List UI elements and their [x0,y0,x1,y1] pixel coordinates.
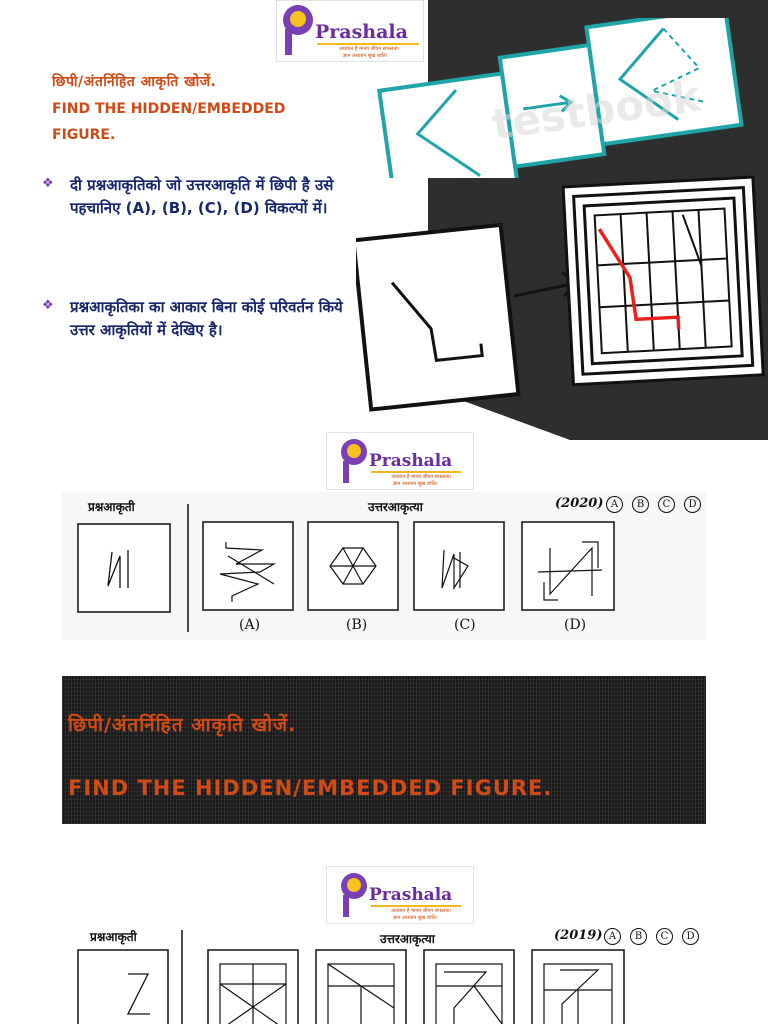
bullet-diamond-icon: ❖ [42,298,54,313]
option-b-label: (B) [346,617,368,633]
brand-logo [326,866,474,924]
choice-b-circle[interactable]: B [632,496,649,513]
question-1-answer-label: उत्तरआकृत्या [368,500,423,514]
brand-logo [326,432,474,490]
logo-bulb-icon [347,878,361,892]
grid-example-illustration [356,168,768,418]
choice-b-circle[interactable]: B [630,928,647,945]
logo-bulb-icon [290,11,306,27]
logo-text: Prashala [369,885,453,905]
section-title-hindi: छिपी/अंतर्निहित आकृति खोजें. [52,74,217,90]
choice-d-circle[interactable]: D [682,928,699,945]
choice-c-circle[interactable]: C [658,496,675,513]
question-1-figures [62,492,706,640]
logo-tagline-1: अध्ययन है मानव जीवन सफलता। [391,908,452,914]
question-2-year: (2019) [554,928,603,943]
section-title-english: FIND THE HIDDEN/EMBEDDED FIGURE. [52,101,286,143]
logo-tagline-2: ज्ञान अध्ययन सुख शांति। [393,915,438,921]
banner-title-english: FIND THE HIDDEN/EMBEDDED FIGURE. [68,776,553,800]
choice-a-circle[interactable]: A [606,496,623,513]
bullet-text-1: दी प्रश्नआकृतिको जो उत्तरआकृति में छिपी है उसे पहचानिए (A), (B), (C), (D) विकल्पों में। [70,176,334,217]
logo-bulb-icon [347,444,361,458]
logo-tagline-2: ज्ञान अध्ययन सुख शांति। [393,481,438,487]
question-1-question-label: प्रश्नआकृती [88,500,135,514]
logo-text: Prashala [369,451,453,471]
title-banner [62,676,706,824]
teal-example-illustration [372,18,744,178]
question-1-year: (2020) [555,496,604,511]
bullet-text-2: प्रश्नआकृतिका का आकार बिना कोई परिवर्तन किये उत्तर आकृतियों में देखिए है। [70,298,343,339]
bullet-diamond-icon: ❖ [42,176,54,191]
choice-c-circle[interactable]: C [656,928,673,945]
option-c-label: (C) [454,617,476,633]
option-a-label: (A) [239,617,261,633]
question-2-answer-label: उत्तरआकृत्या [380,932,435,946]
question-2-question-label: प्रश्नआकृती [90,930,137,944]
logo-tagline-2: ज्ञान अध्ययन सुख शांति। [343,53,388,59]
logo-tagline-1: अध्ययन है मानव जीवन सफलता। [391,474,452,480]
choice-a-circle[interactable]: A [604,928,621,945]
question-2-figures [62,924,706,1024]
logo-tagline-1: अध्ययन है मानव जीवन सफलता। [339,46,400,52]
logo-text: Prashala [315,21,408,43]
watermark-text: testbook [489,71,704,150]
banner-title-hindi: छिपी/अंतर्निहित आकृति खोजें. [68,714,297,736]
option-d-label: (D) [564,617,587,633]
choice-d-circle[interactable]: D [684,496,701,513]
